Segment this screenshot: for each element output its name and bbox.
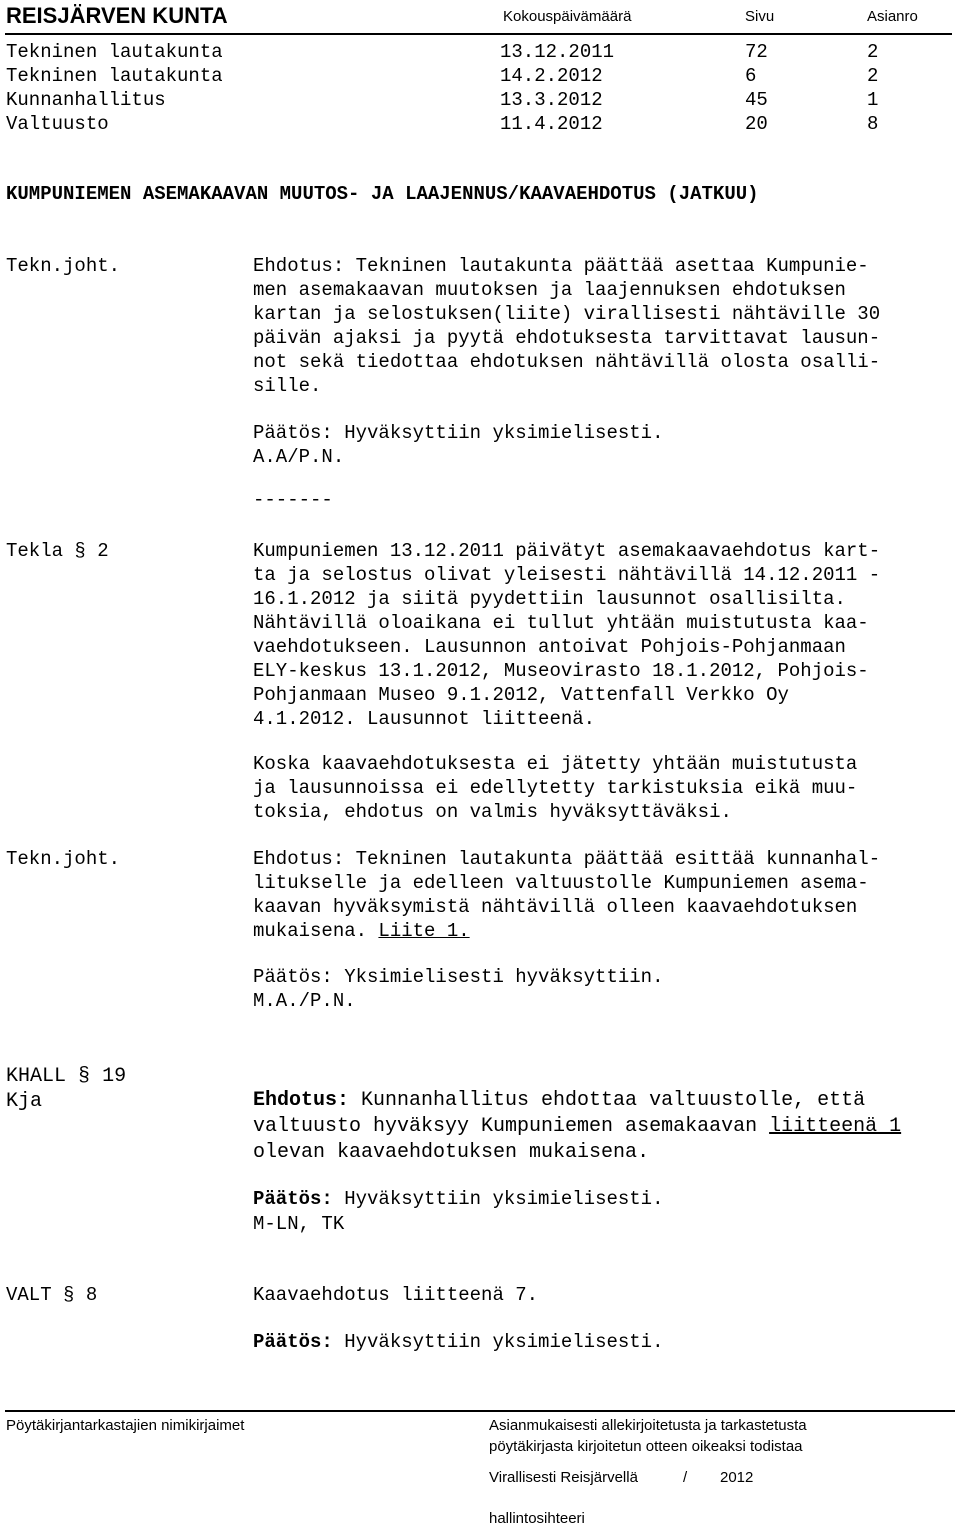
meeting-case: 2 — [867, 65, 879, 87]
footer-certification-line2: pöytäkirjasta kirjoitetun otteen oikeaksi todistaa — [489, 1438, 803, 1455]
document-title: KUMPUNIEMEN ASEMAKAAVAN MUUTOS- JA LAAJENNUS/KAAVAEHDOTUS (JATKUU) — [6, 183, 759, 205]
text-line: litukselle ja edelleen valtuustolle Kumpuniemen asema- — [253, 872, 869, 894]
text-line: Ehdotus: Tekninen lautakunta päättää esittää kunnanhal- — [253, 848, 881, 870]
attachment-link[interactable]: Liite 1. — [378, 920, 470, 942]
section3-initials: M-LN, TK — [253, 1213, 345, 1235]
meeting-body: Valtuusto — [6, 113, 109, 135]
meeting-case: 2 — [867, 41, 879, 63]
text-line: kaavan hyväksymistä nähtävillä olleen kaavaehdotuksen — [253, 896, 858, 918]
section2-initials: M.A./P.N. — [253, 990, 356, 1012]
proposal-text: Kunnanhallitus ehdottaa valtuustolle, että — [349, 1089, 866, 1112]
meeting-body: Tekninen lautakunta — [6, 65, 223, 87]
section4-label-number: 8 — [85, 1284, 98, 1306]
section3-proposal — [253, 1088, 901, 1166]
text-line — [253, 1114, 901, 1140]
footer-signer: hallintosihteeri — [489, 1510, 585, 1527]
proposal-last-prefix: mukaisena. — [253, 920, 379, 942]
section1-decision: Päätös: Hyväksyttiin yksimielisesti. — [253, 422, 664, 444]
section3-label — [6, 1064, 126, 1090]
section2-label2: Tekn.joht. — [6, 848, 121, 870]
col-header-date: Kokouspäivämäärä — [503, 8, 632, 25]
text-line: men asemakaavan muutoksen ja laajennuksen ehdotuksen — [253, 279, 846, 301]
meeting-body: Tekninen lautakunta — [6, 41, 223, 63]
proposal-keyword: Ehdotus: — [253, 1089, 350, 1112]
footer-rule — [5, 1410, 955, 1412]
meeting-body: Kunnanhallitus — [6, 89, 166, 111]
section2-proposal — [253, 847, 880, 943]
section1-label: Tekn.joht. — [6, 255, 121, 277]
text-line: 16.1.2012 ja siitä pyydettiin lausunnot osallisilta. — [253, 588, 846, 610]
section2-note — [253, 752, 857, 824]
header-rule — [5, 33, 952, 35]
decision-text: Hyväksyttiin yksimielisesti. — [332, 1188, 664, 1210]
section2-label — [6, 539, 109, 563]
attachment-link[interactable]: liitteenä 1 — [769, 1115, 902, 1138]
meeting-page: 6 — [745, 65, 757, 87]
meeting-date: 13.12.2011 — [500, 41, 615, 63]
meeting-case: 1 — [867, 89, 879, 111]
text-line: päivän ajaksi ja pyytä ehdotuksesta tarvittavat lausun- — [253, 327, 881, 349]
decision-keyword: Päätös: — [253, 1188, 333, 1210]
section3-sublabel: Kja — [6, 1090, 43, 1113]
text-line: Nähtävillä oloaikana ei tullut yhtään muistutusta kaa- — [253, 612, 869, 634]
section-sign-icon: § — [63, 1284, 75, 1306]
separator: ------- — [253, 489, 333, 511]
section4-label-prefix: VALT — [6, 1284, 52, 1306]
section2-label-number: 2 — [97, 540, 109, 562]
section2-decision: Päätös: Yksimielisesti hyväksyttiin. — [253, 966, 664, 988]
text-line: Pohjanmaan Museo 9.1.2012, Vattenfall Verkko Oy — [253, 684, 789, 706]
meeting-page: 72 — [745, 41, 768, 63]
footer-place: Virallisesti Reisjärvellä — [489, 1469, 638, 1486]
footer-year: 2012 — [720, 1469, 754, 1486]
text-line — [253, 919, 880, 943]
meeting-date: 13.3.2012 — [500, 89, 603, 111]
decision-text: Hyväksyttiin yksimielisesti. — [332, 1331, 664, 1353]
section2-body — [253, 539, 880, 731]
section3-label-prefix: KHALL — [6, 1065, 67, 1088]
meeting-date: 14.2.2012 — [500, 65, 603, 87]
text-line: kartan ja selostuksen(liite) virallisesti nähtäville 30 — [253, 303, 881, 325]
section4-decision — [253, 1330, 663, 1354]
text-line: ja lausunnoissa ei edellytetty tarkistuksia eikä muu- — [253, 777, 858, 799]
text-line: olevan kaavaehdotuksen mukaisena. — [253, 1141, 650, 1164]
municipality-name: REISJÄRVEN KUNTA — [6, 3, 228, 28]
text-line: ELY-keskus 13.1.2012, Museovirasto 18.1.2012, Pohjois- — [253, 660, 869, 682]
text-line: toksia, ehdotus on valmis hyväksyttäväksi. — [253, 801, 732, 823]
section1-proposal — [253, 254, 880, 398]
text-line — [253, 1088, 901, 1114]
proposal-text: valtuusto hyväksyy Kumpuniemen asemakaavan — [253, 1115, 770, 1138]
meeting-page: 45 — [745, 89, 768, 111]
text-line: Kumpuniemen 13.12.2011 päivätyt asemakaavaehdotus kart- — [253, 540, 881, 562]
footer-certification-line1: Asianmukaisesti allekirjoitetusta ja tarkastetusta — [489, 1417, 807, 1434]
text-line: vaehdotukseen. Lausunnon antoivat Pohjois-Pohjanmaan — [253, 636, 846, 658]
text-line: ta ja selostus olivat yleisesti nähtävillä 14.12.2011 - — [253, 564, 881, 586]
text-line: sille. — [253, 375, 322, 397]
decision-keyword: Päätös: — [253, 1331, 333, 1353]
section1-initials: A.A/P.N. — [253, 446, 345, 468]
section4-label — [6, 1283, 97, 1307]
section3-decision — [253, 1187, 663, 1211]
section-sign-icon: § — [74, 540, 86, 562]
text-line: 4.1.2012. Lausunnot liitteenä. — [253, 708, 596, 730]
meeting-case: 8 — [867, 113, 879, 135]
col-header-case: Asianro — [867, 8, 918, 25]
text-line: Koska kaavaehdotuksesta ei jätetty yhtään muistutusta — [253, 753, 858, 775]
meeting-page: 20 — [745, 113, 768, 135]
text-line: not sekä tiedottaa ehdotuksen nähtävillä olosta osalli- — [253, 351, 881, 373]
section4-text: Kaavaehdotus liitteenä 7. — [253, 1284, 539, 1306]
text-line: Ehdotus: Tekninen lautakunta päättää asettaa Kumpunie- — [253, 255, 869, 277]
footer-initials-label: Pöytäkirjantarkastajien nimikirjaimet — [6, 1417, 245, 1434]
section-sign-icon: § — [78, 1065, 91, 1088]
footer-date-slash: / — [683, 1469, 688, 1486]
col-header-page: Sivu — [745, 8, 775, 25]
section2-label-prefix: Tekla — [6, 540, 64, 562]
section3-label-number: 19 — [102, 1065, 127, 1088]
meeting-date: 11.4.2012 — [500, 113, 603, 135]
